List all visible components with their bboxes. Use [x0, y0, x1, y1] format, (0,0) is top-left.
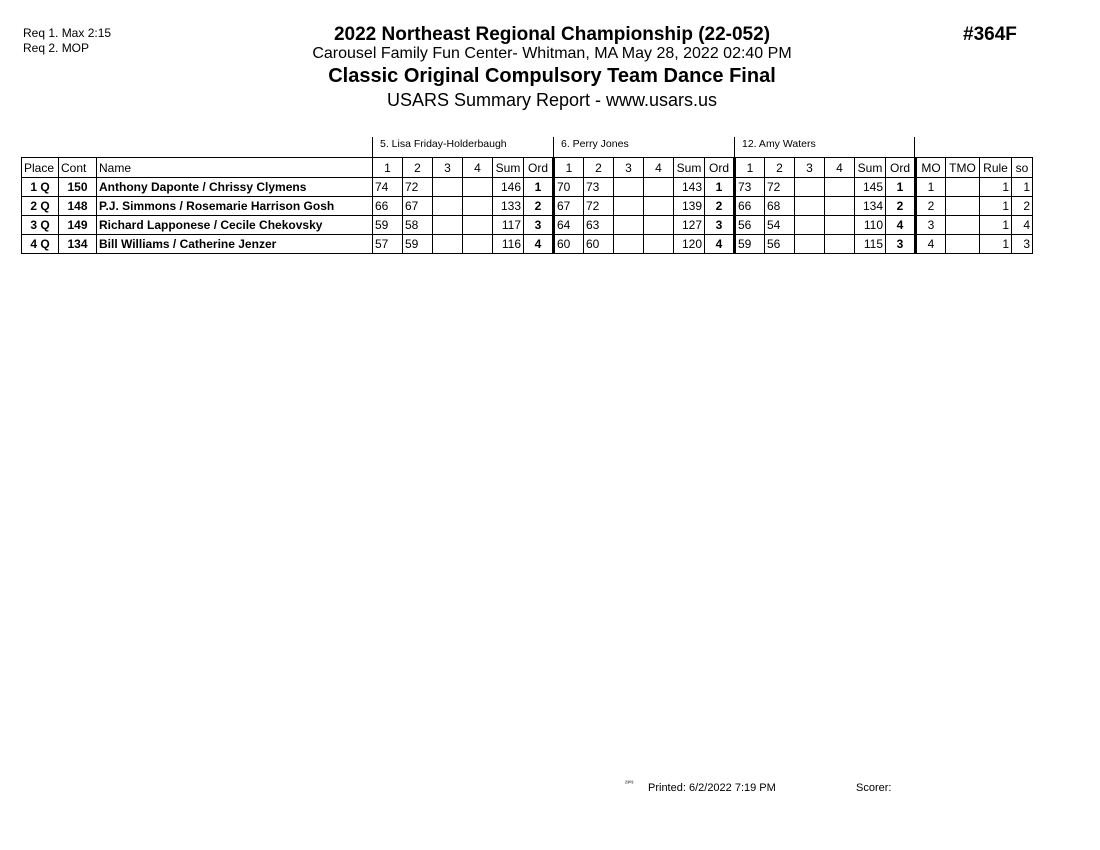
so-cell: 3 [1012, 235, 1033, 254]
column-header-tmo: TMO [946, 158, 980, 178]
sum-cell: 127 [674, 216, 705, 235]
column-header-score-4: 4 [825, 158, 855, 178]
score-cell: 63 [584, 216, 614, 235]
event-title: Classic Original Compulsory Team Dance Final [328, 65, 776, 87]
score-cell: 73 [735, 178, 765, 197]
score-cell: 56 [735, 216, 765, 235]
score-cell [795, 235, 825, 254]
score-cell: 72 [584, 197, 614, 216]
rule-cell: 1 [980, 216, 1012, 235]
mo-cell: 2 [916, 197, 946, 216]
ordinal-cell: 1 [886, 178, 916, 197]
column-header-score-3: 3 [433, 158, 463, 178]
score-cell [825, 178, 855, 197]
table-row [22, 216, 1033, 235]
score-cell: 70 [554, 178, 584, 197]
place-cell: 3 Q [22, 216, 59, 235]
score-cell [614, 216, 644, 235]
place-cell: 4 Q [22, 235, 59, 254]
column-header-so: so [1012, 158, 1033, 178]
name-cell: P.J. Simmons / Rosemarie Harrison Gosh [97, 197, 373, 216]
score-cell [463, 178, 493, 197]
score-cell [433, 178, 463, 197]
sum-cell: 120 [674, 235, 705, 254]
place-cell: 1 Q [22, 178, 59, 197]
column-header-sum: Sum [493, 158, 524, 178]
score-cell: 66 [373, 197, 403, 216]
score-cell: 72 [765, 178, 795, 197]
column-header-score-2: 2 [765, 158, 795, 178]
mo-cell: 3 [916, 216, 946, 235]
score-cell [463, 197, 493, 216]
sum-cell: 139 [674, 197, 705, 216]
contestant-number-cell: 149 [59, 216, 97, 235]
name-cell: Bill Williams / Catherine Jenzer [97, 235, 373, 254]
printed-timestamp: Printed: 6/2/2022 7:19 PM [648, 782, 776, 794]
ordinal-cell: 2 [886, 197, 916, 216]
sum-cell: 116 [493, 235, 524, 254]
contestant-number-cell: 134 [59, 235, 97, 254]
score-cell [825, 197, 855, 216]
column-header-score-3: 3 [614, 158, 644, 178]
requirement-1: Req 1. Max 2:15 [23, 26, 112, 40]
column-header-score-2: 2 [584, 158, 614, 178]
column-header-place: Place [22, 158, 59, 178]
column-header-sum: Sum [674, 158, 705, 178]
mo-cell: 1 [916, 178, 946, 197]
column-header-score-1: 1 [554, 158, 584, 178]
event-number: #364F [963, 24, 1017, 45]
ordinal-cell: 4 [524, 235, 554, 254]
column-header-sum: Sum [855, 158, 886, 178]
column-header-name: Name [97, 158, 373, 178]
column-header-ord: Ord [886, 158, 916, 178]
name-cell: Anthony Daponte / Chrissy Clymens [97, 178, 373, 197]
judge-name: 12. Amy Waters [734, 137, 915, 158]
score-cell: 60 [584, 235, 614, 254]
score-cell: 59 [373, 216, 403, 235]
score-cell: 73 [584, 178, 614, 197]
judge-name: 6. Perry Jones [553, 137, 734, 158]
sum-cell: 143 [674, 178, 705, 197]
column-header-cont: Cont [59, 158, 97, 178]
score-cell [463, 235, 493, 254]
score-cell [614, 235, 644, 254]
column-header-score-1: 1 [373, 158, 403, 178]
rule-cell: 1 [980, 235, 1012, 254]
report-code: ²³⁰³ [625, 781, 634, 787]
score-cell: 56 [765, 235, 795, 254]
score-cell: 57 [373, 235, 403, 254]
sum-cell: 110 [855, 216, 886, 235]
ordinal-cell: 1 [524, 178, 554, 197]
results-table [21, 157, 1033, 254]
score-cell [614, 178, 644, 197]
column-header-score-4: 4 [463, 158, 493, 178]
column-header-ord: Ord [705, 158, 735, 178]
competition-title: 2022 Northeast Regional Championship (22-052) [333, 24, 771, 45]
score-cell [463, 216, 493, 235]
score-cell [795, 178, 825, 197]
score-cell: 64 [554, 216, 584, 235]
tmo-cell [946, 235, 980, 254]
column-header-rule: Rule [980, 158, 1012, 178]
score-cell: 59 [403, 235, 433, 254]
so-cell: 4 [1012, 216, 1033, 235]
table-row [22, 235, 1033, 254]
score-cell [644, 216, 674, 235]
table-row [22, 178, 1033, 197]
sum-cell: 145 [855, 178, 886, 197]
ordinal-cell: 3 [705, 216, 735, 235]
contestant-number-cell: 148 [59, 197, 97, 216]
score-cell: 68 [765, 197, 795, 216]
tmo-cell [946, 178, 980, 197]
report-title: USARS Summary Report - www.usars.us [386, 90, 718, 110]
contestant-number-cell: 150 [59, 178, 97, 197]
column-header-score-1: 1 [735, 158, 765, 178]
ordinal-cell: 3 [524, 216, 554, 235]
tmo-cell [946, 216, 980, 235]
score-cell [614, 197, 644, 216]
so-cell: 2 [1012, 197, 1033, 216]
score-cell [644, 235, 674, 254]
score-cell: 58 [403, 216, 433, 235]
score-cell [825, 216, 855, 235]
score-cell [795, 216, 825, 235]
score-cell: 74 [373, 178, 403, 197]
scorer-label: Scorer: [856, 782, 892, 794]
name-cell: Richard Lapponese / Cecile Chekovsky [97, 216, 373, 235]
score-cell: 72 [403, 178, 433, 197]
ordinal-cell: 4 [705, 235, 735, 254]
score-cell [795, 197, 825, 216]
score-cell [644, 178, 674, 197]
table-row [22, 197, 1033, 216]
score-cell [433, 197, 463, 216]
score-cell: 67 [554, 197, 584, 216]
column-header-score-3: 3 [795, 158, 825, 178]
sum-cell: 115 [855, 235, 886, 254]
score-cell: 60 [554, 235, 584, 254]
column-header-ord: Ord [524, 158, 554, 178]
so-cell: 1 [1012, 178, 1033, 197]
sum-cell: 117 [493, 216, 524, 235]
venue-date: Carousel Family Fun Center- Whitman, MA May 28, 2022 02:40 PM [312, 45, 792, 62]
rule-cell: 1 [980, 178, 1012, 197]
score-cell: 59 [735, 235, 765, 254]
tmo-cell [946, 197, 980, 216]
place-cell: 2 Q [22, 197, 59, 216]
sum-cell: 134 [855, 197, 886, 216]
ordinal-cell: 1 [705, 178, 735, 197]
score-cell [433, 235, 463, 254]
judge-name: 5. Lisa Friday-Holderbaugh [372, 137, 553, 158]
column-header-mo: MO [916, 158, 946, 178]
sum-cell: 133 [493, 197, 524, 216]
ordinal-cell: 2 [524, 197, 554, 216]
ordinal-cell: 4 [886, 216, 916, 235]
ordinal-cell: 3 [886, 235, 916, 254]
column-header-score-4: 4 [644, 158, 674, 178]
requirement-2: Req 2. MOP [23, 41, 90, 55]
score-cell [825, 235, 855, 254]
score-cell [433, 216, 463, 235]
column-header-score-2: 2 [403, 158, 433, 178]
score-cell [644, 197, 674, 216]
header-row [22, 158, 1033, 178]
score-cell: 66 [735, 197, 765, 216]
sum-cell: 146 [493, 178, 524, 197]
rule-cell: 1 [980, 197, 1012, 216]
ordinal-cell: 2 [705, 197, 735, 216]
score-cell: 67 [403, 197, 433, 216]
mo-cell: 4 [916, 235, 946, 254]
score-cell: 54 [765, 216, 795, 235]
